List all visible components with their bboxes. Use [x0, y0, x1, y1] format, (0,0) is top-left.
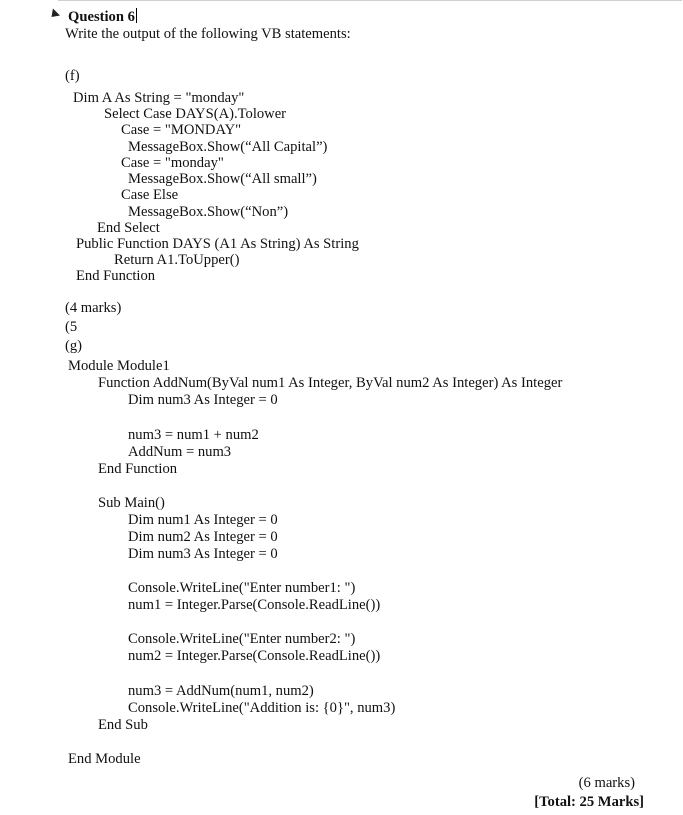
- code-line: Dim num3 As Integer = 0: [128, 392, 278, 408]
- code-line: Dim num1 As Integer = 0: [128, 512, 278, 528]
- part-g-label: (g): [65, 338, 83, 354]
- code-line: End Sub: [98, 717, 148, 733]
- code-line: End Function: [76, 268, 156, 284]
- code-line: Module Module1: [68, 358, 170, 374]
- text-cursor: [136, 8, 137, 23]
- code-line: MessageBox.Show(“All Capital”): [128, 139, 328, 155]
- code-line: Sub Main(): [98, 495, 165, 511]
- code-line: Console.WriteLine("Addition is: {0}", num3): [128, 700, 396, 716]
- code-line: num3 = AddNum(num1, num2): [128, 683, 314, 699]
- code-line: Case = "MONDAY": [121, 122, 242, 138]
- code-line: MessageBox.Show(“Non”): [128, 204, 289, 220]
- code-line: Dim num3 As Integer = 0: [128, 546, 278, 562]
- code-line: num1 = Integer.Parse(Console.ReadLine()): [128, 597, 381, 613]
- part-f-marks: (4 marks): [65, 300, 122, 316]
- code-line: Console.WriteLine("Enter number1: "): [128, 580, 356, 596]
- code-line: Return A1.ToUpper(): [114, 252, 240, 268]
- page-top-border: [58, 0, 682, 2]
- collapse-triangle-icon[interactable]: [48, 8, 60, 20]
- question-instruction: Write the output of the following VB statements:: [65, 26, 351, 42]
- code-line: Dim num2 As Integer = 0: [128, 529, 278, 545]
- question-heading[interactable]: [68, 8, 137, 26]
- code-line: Console.WriteLine("Enter number2: "): [128, 631, 356, 647]
- part-f-label: (f): [65, 68, 80, 84]
- code-line: num2 = Integer.Parse(Console.ReadLine()): [128, 648, 381, 664]
- code-line: Dim A As String = "monday": [73, 90, 245, 106]
- code-line: AddNum = num3: [128, 444, 232, 460]
- total-marks: [Total: 25 Marks]: [534, 794, 644, 810]
- code-line: Select Case DAYS(A).Tolower: [104, 106, 287, 122]
- code-line: num3 = num1 + num2: [128, 427, 259, 443]
- code-line: Function AddNum(ByVal num1 As Integer, ByVal num2 As Integer) As Integer: [98, 375, 563, 391]
- code-line: End Select: [97, 220, 160, 236]
- stray-text: (5: [65, 319, 78, 335]
- part-g-marks: (6 marks): [578, 775, 635, 791]
- code-line: End Function: [98, 461, 178, 477]
- code-line: End Module: [68, 751, 141, 767]
- code-line: Public Function DAYS (A1 As String) As String: [76, 236, 359, 252]
- code-line: Case Else: [121, 187, 179, 203]
- code-line: Case = "monday": [121, 155, 224, 171]
- code-line: MessageBox.Show(“All small”): [128, 171, 317, 187]
- question-heading-text: Question 6: [68, 9, 135, 25]
